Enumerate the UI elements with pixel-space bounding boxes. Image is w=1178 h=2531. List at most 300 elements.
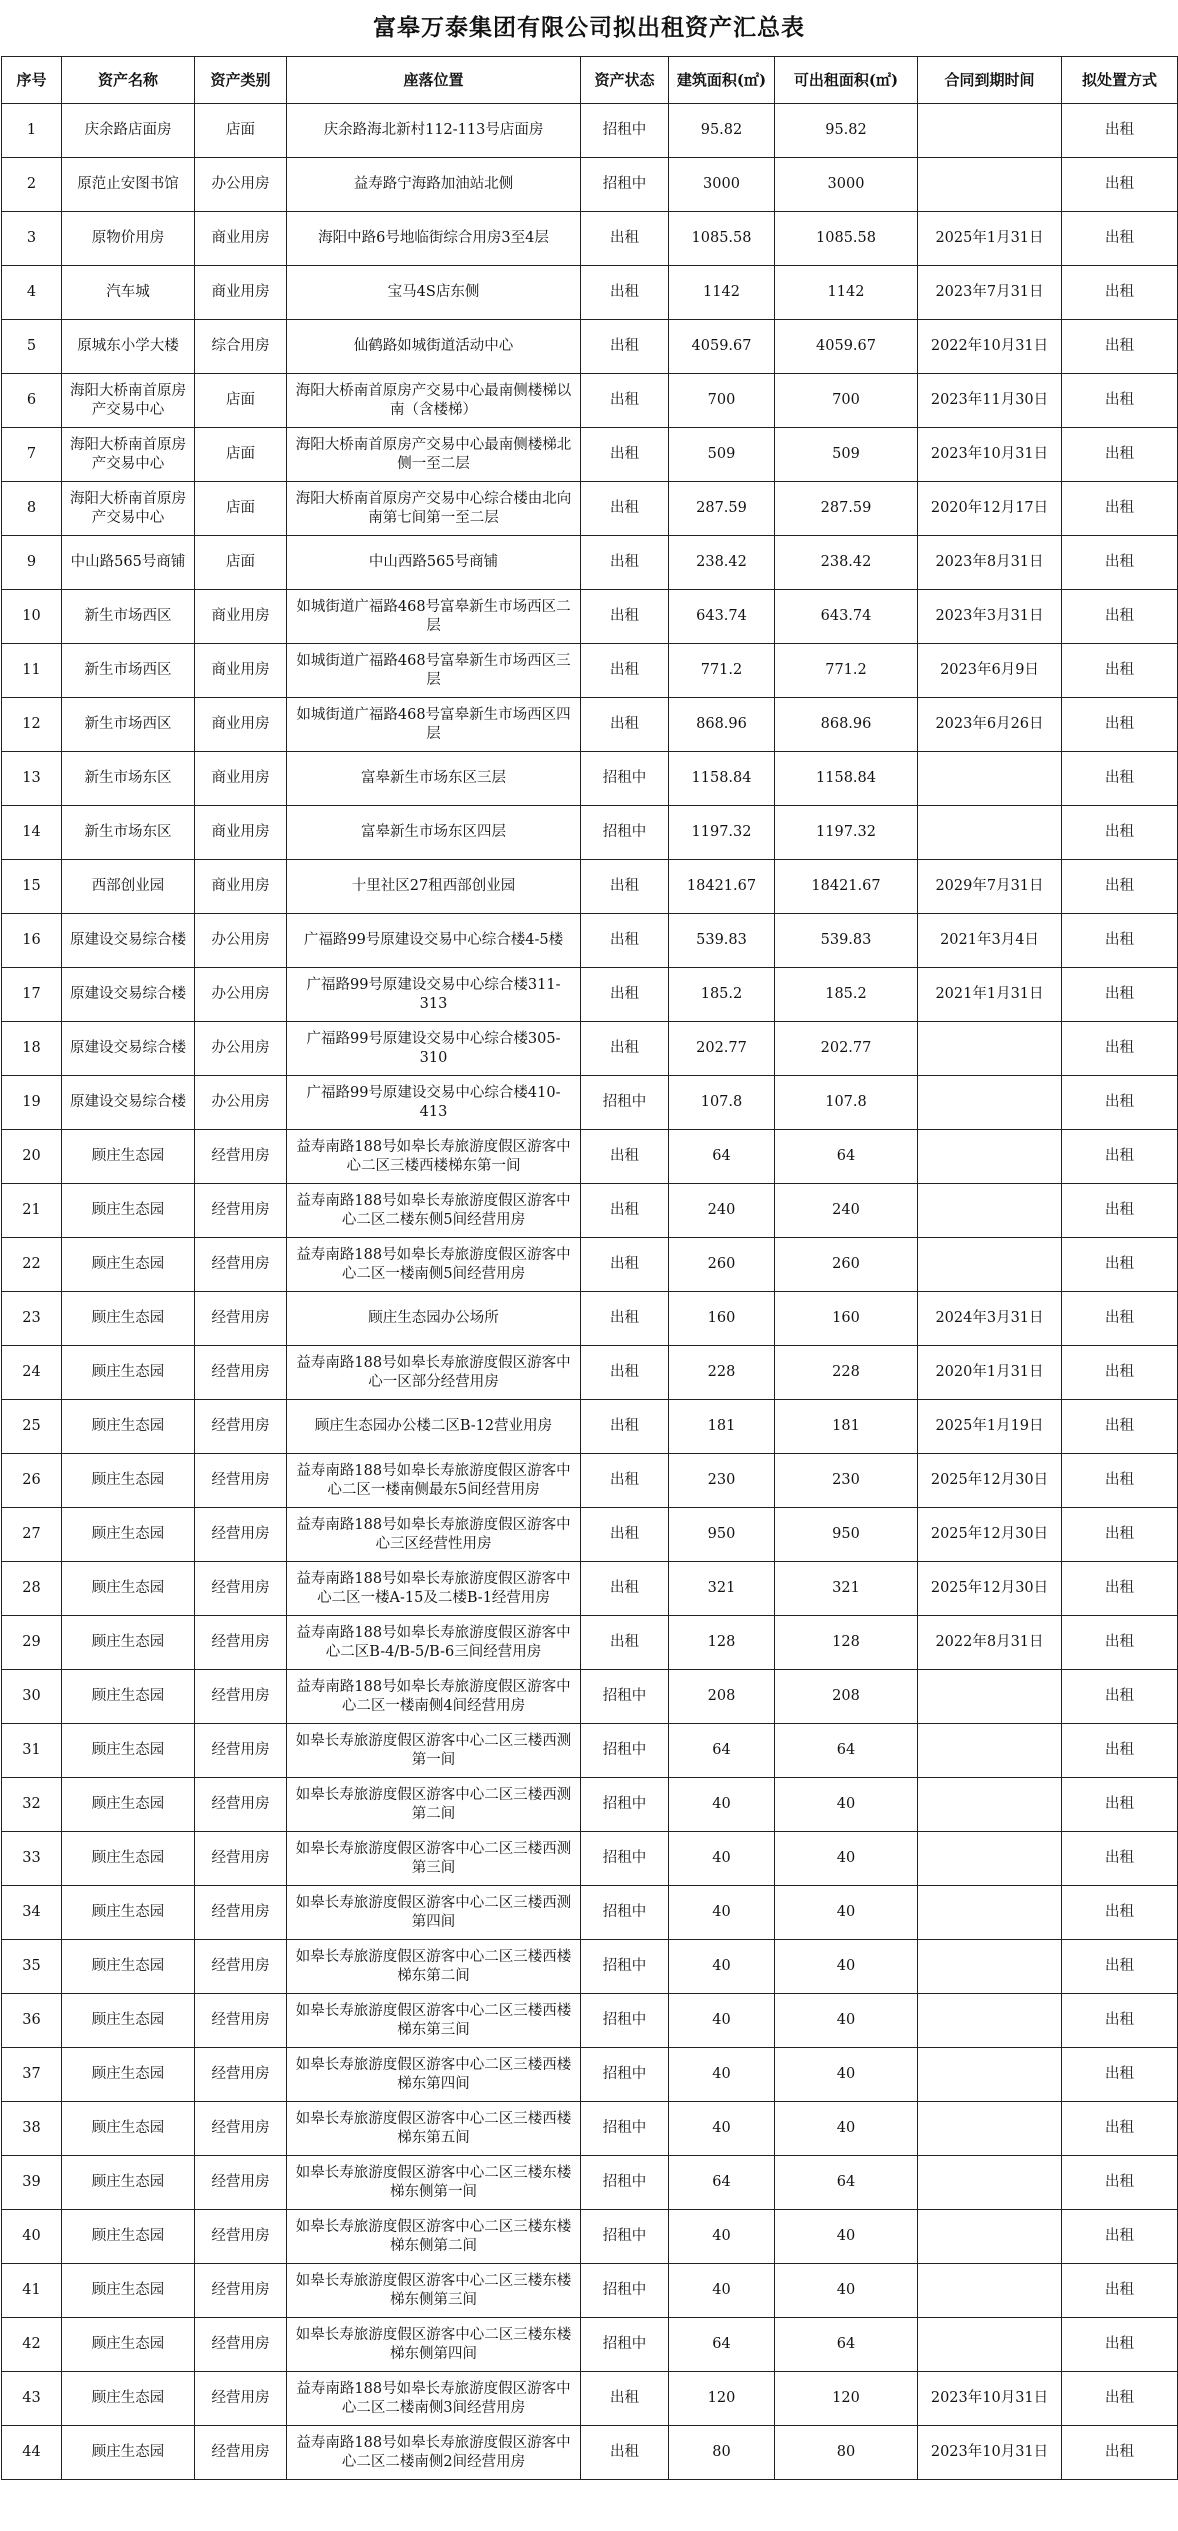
cell-col-status: 招租中 — [581, 2156, 669, 2210]
cell-col-asset-type: 商业用房 — [195, 860, 287, 914]
cell-col-asset-type: 店面 — [195, 428, 287, 482]
cell-col-asset-name: 顾庄生态园 — [62, 1832, 195, 1886]
cell-col-location: 益寿南路188号如皋长寿旅游度假区游客中心二区三楼西楼梯东第一间 — [287, 1130, 581, 1184]
cell-col-status: 出租 — [581, 1346, 669, 1400]
cell-col-index: 16 — [2, 914, 62, 968]
cell-col-building-area: 228 — [669, 1346, 775, 1400]
cell-col-rentable-area: 40 — [775, 1832, 918, 1886]
table-row — [2, 266, 1178, 320]
cell-col-location: 如城街道广福路468号富皋新生市场西区三层 — [287, 644, 581, 698]
cell-col-status: 出租 — [581, 914, 669, 968]
cell-col-rentable-area: 128 — [775, 1616, 918, 1670]
table-row — [2, 536, 1178, 590]
cell-col-asset-type: 办公用房 — [195, 1076, 287, 1130]
cell-col-location: 顾庄生态园办公场所 — [287, 1292, 581, 1346]
cell-col-disposal: 出租 — [1062, 1886, 1178, 1940]
cell-col-location: 广福路99号原建设交易中心综合楼305-310 — [287, 1022, 581, 1076]
cell-col-status: 出租 — [581, 1400, 669, 1454]
cell-col-building-area: 64 — [669, 2318, 775, 2372]
cell-col-location: 仙鹤路如城街道活动中心 — [287, 320, 581, 374]
cell-col-location: 中山西路565号商铺 — [287, 536, 581, 590]
cell-col-building-area: 128 — [669, 1616, 775, 1670]
cell-col-disposal: 出租 — [1062, 2426, 1178, 2480]
cell-col-status: 出租 — [581, 1292, 669, 1346]
cell-col-status: 出租 — [581, 536, 669, 590]
table-row — [2, 1778, 1178, 1832]
cell-col-location: 广福路99号原建设交易中心综合楼410-413 — [287, 1076, 581, 1130]
cell-col-rentable-area: 64 — [775, 1130, 918, 1184]
cell-col-index: 10 — [2, 590, 62, 644]
cell-col-building-area: 4059.67 — [669, 320, 775, 374]
header-col-disposal: 拟处置方式 — [1062, 57, 1178, 104]
cell-col-building-area: 40 — [669, 2102, 775, 2156]
cell-col-contract-expiry: 2029年7月31日 — [918, 860, 1062, 914]
cell-col-disposal: 出租 — [1062, 1184, 1178, 1238]
cell-col-asset-name: 顾庄生态园 — [62, 1184, 195, 1238]
cell-col-asset-type: 经营用房 — [195, 1778, 287, 1832]
cell-col-index: 23 — [2, 1292, 62, 1346]
cell-col-location: 益寿南路188号如皋长寿旅游度假区游客中心二区一楼南侧最东5间经营用房 — [287, 1454, 581, 1508]
cell-col-status: 出租 — [581, 266, 669, 320]
cell-col-asset-name: 原建设交易综合楼 — [62, 914, 195, 968]
cell-col-status: 招租中 — [581, 752, 669, 806]
cell-col-disposal: 出租 — [1062, 104, 1178, 158]
header-col-status: 资产状态 — [581, 57, 669, 104]
cell-col-index: 2 — [2, 158, 62, 212]
cell-col-location: 庆余路海北新村112-113号店面房 — [287, 104, 581, 158]
cell-col-asset-name: 原建设交易综合楼 — [62, 968, 195, 1022]
cell-col-contract-expiry: 2025年12月30日 — [918, 1508, 1062, 1562]
cell-col-contract-expiry — [918, 2102, 1062, 2156]
cell-col-asset-type: 商业用房 — [195, 590, 287, 644]
cell-col-contract-expiry — [918, 1184, 1062, 1238]
cell-col-rentable-area: 40 — [775, 1886, 918, 1940]
cell-col-asset-name: 顾庄生态园 — [62, 1508, 195, 1562]
cell-col-rentable-area: 260 — [775, 1238, 918, 1292]
cell-col-asset-type: 店面 — [195, 104, 287, 158]
cell-col-contract-expiry: 2025年12月30日 — [918, 1562, 1062, 1616]
cell-col-asset-name: 顾庄生态园 — [62, 1724, 195, 1778]
cell-col-building-area: 868.96 — [669, 698, 775, 752]
cell-col-asset-type: 综合用房 — [195, 320, 287, 374]
table-row — [2, 158, 1178, 212]
cell-col-disposal: 出租 — [1062, 1130, 1178, 1184]
cell-col-location: 益寿南路188号如皋长寿旅游度假区游客中心三区经营性用房 — [287, 1508, 581, 1562]
cell-col-rentable-area: 40 — [775, 2048, 918, 2102]
cell-col-status: 招租中 — [581, 1832, 669, 1886]
cell-col-status: 招租中 — [581, 104, 669, 158]
cell-col-building-area: 3000 — [669, 158, 775, 212]
cell-col-index: 9 — [2, 536, 62, 590]
table-row — [2, 104, 1178, 158]
cell-col-disposal: 出租 — [1062, 536, 1178, 590]
table-row — [2, 1292, 1178, 1346]
cell-col-status: 招租中 — [581, 2048, 669, 2102]
cell-col-status: 招租中 — [581, 1670, 669, 1724]
cell-col-disposal: 出租 — [1062, 1940, 1178, 1994]
cell-col-status: 招租中 — [581, 1940, 669, 1994]
cell-col-status: 出租 — [581, 860, 669, 914]
cell-col-contract-expiry: 2023年8月31日 — [918, 536, 1062, 590]
cell-col-rentable-area: 80 — [775, 2426, 918, 2480]
cell-col-rentable-area: 40 — [775, 1778, 918, 1832]
cell-col-asset-name: 中山路565号商铺 — [62, 536, 195, 590]
cell-col-asset-name: 庆余路店面房 — [62, 104, 195, 158]
cell-col-index: 17 — [2, 968, 62, 1022]
cell-col-contract-expiry — [918, 2048, 1062, 2102]
cell-col-status: 出租 — [581, 968, 669, 1022]
cell-col-asset-type: 经营用房 — [195, 2264, 287, 2318]
table-row — [2, 698, 1178, 752]
cell-col-building-area: 40 — [669, 2210, 775, 2264]
cell-col-location: 如皋长寿旅游度假区游客中心二区三楼西楼梯东第三间 — [287, 1994, 581, 2048]
cell-col-building-area: 64 — [669, 1130, 775, 1184]
cell-col-rentable-area: 107.8 — [775, 1076, 918, 1130]
cell-col-contract-expiry: 2023年7月31日 — [918, 266, 1062, 320]
table-row — [2, 860, 1178, 914]
cell-col-location: 益寿南路188号如皋长寿旅游度假区游客中心二区二楼南侧3间经营用房 — [287, 2372, 581, 2426]
cell-col-asset-type: 经营用房 — [195, 1670, 287, 1724]
cell-col-asset-type: 店面 — [195, 374, 287, 428]
table-row — [2, 1076, 1178, 1130]
cell-col-rentable-area: 1197.32 — [775, 806, 918, 860]
cell-col-asset-type: 商业用房 — [195, 644, 287, 698]
cell-col-disposal: 出租 — [1062, 428, 1178, 482]
cell-col-location: 十里社区27租西部创业园 — [287, 860, 581, 914]
cell-col-location: 海阳中路6号地临街综合用房3至4层 — [287, 212, 581, 266]
cell-col-asset-type: 经营用房 — [195, 1562, 287, 1616]
cell-col-location: 海阳大桥南首原房产交易中心综合楼由北向南第七间第一至二层 — [287, 482, 581, 536]
cell-col-building-area: 1158.84 — [669, 752, 775, 806]
cell-col-location: 益寿南路188号如皋长寿旅游度假区游客中心二区一楼南侧5间经营用房 — [287, 1238, 581, 1292]
cell-col-index: 20 — [2, 1130, 62, 1184]
cell-col-asset-name: 顾庄生态园 — [62, 1562, 195, 1616]
cell-col-contract-expiry — [918, 2210, 1062, 2264]
header-col-location: 座落位置 — [287, 57, 581, 104]
cell-col-disposal: 出租 — [1062, 1076, 1178, 1130]
cell-col-location: 广福路99号原建设交易中心综合楼311-313 — [287, 968, 581, 1022]
cell-col-rentable-area: 230 — [775, 1454, 918, 1508]
cell-col-status: 出租 — [581, 212, 669, 266]
table-row — [2, 1022, 1178, 1076]
cell-col-location: 海阳大桥南首原房产交易中心最南侧楼梯以南（含楼梯） — [287, 374, 581, 428]
cell-col-location: 如皋长寿旅游度假区游客中心二区三楼西楼梯东第五间 — [287, 2102, 581, 2156]
cell-col-building-area: 509 — [669, 428, 775, 482]
cell-col-index: 13 — [2, 752, 62, 806]
table-row — [2, 1130, 1178, 1184]
cell-col-status: 出租 — [581, 2372, 669, 2426]
cell-col-building-area: 539.83 — [669, 914, 775, 968]
cell-col-disposal: 出租 — [1062, 158, 1178, 212]
cell-col-asset-type: 经营用房 — [195, 1400, 287, 1454]
table-row — [2, 1184, 1178, 1238]
cell-col-index: 28 — [2, 1562, 62, 1616]
cell-col-contract-expiry: 2024年3月31日 — [918, 1292, 1062, 1346]
cell-col-building-area: 950 — [669, 1508, 775, 1562]
cell-col-location: 海阳大桥南首原房产交易中心最南侧楼梯北侧一至二层 — [287, 428, 581, 482]
cell-col-index: 31 — [2, 1724, 62, 1778]
cell-col-contract-expiry: 2025年1月31日 — [918, 212, 1062, 266]
cell-col-disposal: 出租 — [1062, 320, 1178, 374]
cell-col-asset-type: 经营用房 — [195, 2318, 287, 2372]
cell-col-contract-expiry: 2023年6月9日 — [918, 644, 1062, 698]
header-col-contract-expiry: 合同到期时间 — [918, 57, 1062, 104]
cell-col-building-area: 64 — [669, 2156, 775, 2210]
cell-col-disposal: 出租 — [1062, 860, 1178, 914]
cell-col-location: 如皋长寿旅游度假区游客中心二区三楼西测第三间 — [287, 1832, 581, 1886]
cell-col-building-area: 230 — [669, 1454, 775, 1508]
cell-col-rentable-area: 700 — [775, 374, 918, 428]
cell-col-building-area: 1197.32 — [669, 806, 775, 860]
cell-col-disposal: 出租 — [1062, 968, 1178, 1022]
cell-col-asset-type: 经营用房 — [195, 1724, 287, 1778]
cell-col-asset-name: 顾庄生态园 — [62, 1886, 195, 1940]
header-col-building-area: 建筑面积(㎡) — [669, 57, 775, 104]
cell-col-asset-type: 经营用房 — [195, 1454, 287, 1508]
cell-col-asset-type: 商业用房 — [195, 806, 287, 860]
cell-col-disposal: 出租 — [1062, 1562, 1178, 1616]
table-row — [2, 1400, 1178, 1454]
cell-col-contract-expiry: 2025年12月30日 — [918, 1454, 1062, 1508]
cell-col-status: 出租 — [581, 1508, 669, 1562]
cell-col-location: 益寿路宁海路加油站北侧 — [287, 158, 581, 212]
cell-col-building-area: 160 — [669, 1292, 775, 1346]
cell-col-asset-name: 顾庄生态园 — [62, 1994, 195, 2048]
cell-col-asset-type: 经营用房 — [195, 1130, 287, 1184]
cell-col-index: 14 — [2, 806, 62, 860]
cell-col-disposal: 出租 — [1062, 590, 1178, 644]
cell-col-contract-expiry: 2022年8月31日 — [918, 1616, 1062, 1670]
cell-col-status: 出租 — [581, 374, 669, 428]
cell-col-asset-type: 经营用房 — [195, 2048, 287, 2102]
cell-col-building-area: 208 — [669, 1670, 775, 1724]
cell-col-contract-expiry: 2020年12月17日 — [918, 482, 1062, 536]
table-row — [2, 1454, 1178, 1508]
cell-col-asset-name: 新生市场东区 — [62, 806, 195, 860]
table-row — [2, 1616, 1178, 1670]
cell-col-contract-expiry: 2021年3月4日 — [918, 914, 1062, 968]
cell-col-status: 出租 — [581, 1130, 669, 1184]
table-row — [2, 2372, 1178, 2426]
table-row — [2, 914, 1178, 968]
cell-col-index: 5 — [2, 320, 62, 374]
cell-col-location: 益寿南路188号如皋长寿旅游度假区游客中心二区B-4/B-5/B-6三间经营用房 — [287, 1616, 581, 1670]
cell-col-location: 如城街道广福路468号富皋新生市场西区四层 — [287, 698, 581, 752]
cell-col-rentable-area: 1158.84 — [775, 752, 918, 806]
table-row — [2, 1994, 1178, 2048]
cell-col-index: 27 — [2, 1508, 62, 1562]
cell-col-contract-expiry — [918, 1994, 1062, 2048]
cell-col-asset-name: 顾庄生态园 — [62, 2426, 195, 2480]
header-col-asset-name: 资产名称 — [62, 57, 195, 104]
cell-col-disposal: 出租 — [1062, 1724, 1178, 1778]
cell-col-location: 益寿南路188号如皋长寿旅游度假区游客中心二区二楼南侧2间经营用房 — [287, 2426, 581, 2480]
cell-col-location: 如皋长寿旅游度假区游客中心二区三楼西测第一间 — [287, 1724, 581, 1778]
cell-col-rentable-area: 228 — [775, 1346, 918, 1400]
cell-col-contract-expiry — [918, 2264, 1062, 2318]
cell-col-asset-name: 新生市场东区 — [62, 752, 195, 806]
cell-col-index: 43 — [2, 2372, 62, 2426]
cell-col-asset-type: 经营用房 — [195, 1184, 287, 1238]
cell-col-status: 出租 — [581, 1562, 669, 1616]
table-row — [2, 2318, 1178, 2372]
cell-col-contract-expiry — [918, 1076, 1062, 1130]
cell-col-index: 37 — [2, 2048, 62, 2102]
cell-col-location: 益寿南路188号如皋长寿旅游度假区游客中心二区二楼东侧5间经营用房 — [287, 1184, 581, 1238]
cell-col-rentable-area: 509 — [775, 428, 918, 482]
cell-col-index: 21 — [2, 1184, 62, 1238]
cell-col-index: 36 — [2, 1994, 62, 2048]
cell-col-asset-name: 海阳大桥南首原房产交易中心 — [62, 428, 195, 482]
cell-col-asset-name: 顾庄生态园 — [62, 1346, 195, 1400]
cell-col-status: 出租 — [581, 428, 669, 482]
cell-col-asset-name: 顾庄生态园 — [62, 1940, 195, 1994]
cell-col-disposal: 出租 — [1062, 2156, 1178, 2210]
cell-col-index: 25 — [2, 1400, 62, 1454]
cell-col-disposal: 出租 — [1062, 1778, 1178, 1832]
cell-col-rentable-area: 18421.67 — [775, 860, 918, 914]
cell-col-asset-name: 海阳大桥南首原房产交易中心 — [62, 482, 195, 536]
cell-col-building-area: 107.8 — [669, 1076, 775, 1130]
cell-col-location: 如皋长寿旅游度假区游客中心二区三楼东楼梯东侧第三间 — [287, 2264, 581, 2318]
cell-col-index: 7 — [2, 428, 62, 482]
cell-col-rentable-area: 208 — [775, 1670, 918, 1724]
cell-col-contract-expiry — [918, 1238, 1062, 1292]
cell-col-rentable-area: 40 — [775, 2264, 918, 2318]
cell-col-location: 如皋长寿旅游度假区游客中心二区三楼东楼梯东侧第一间 — [287, 2156, 581, 2210]
cell-col-asset-name: 原建设交易综合楼 — [62, 1076, 195, 1130]
cell-col-rentable-area: 64 — [775, 1724, 918, 1778]
cell-col-asset-name: 新生市场西区 — [62, 590, 195, 644]
cell-col-location: 益寿南路188号如皋长寿旅游度假区游客中心一区部分经营用房 — [287, 1346, 581, 1400]
table-row — [2, 1562, 1178, 1616]
cell-col-asset-name: 顾庄生态园 — [62, 1238, 195, 1292]
cell-col-rentable-area: 181 — [775, 1400, 918, 1454]
cell-col-status: 出租 — [581, 2426, 669, 2480]
cell-col-contract-expiry — [918, 2156, 1062, 2210]
cell-col-location: 宝马4S店东侧 — [287, 266, 581, 320]
cell-col-rentable-area: 539.83 — [775, 914, 918, 968]
cell-col-disposal: 出租 — [1062, 2264, 1178, 2318]
cell-col-rentable-area: 40 — [775, 1994, 918, 2048]
cell-col-asset-name: 顾庄生态园 — [62, 1670, 195, 1724]
cell-col-rentable-area: 643.74 — [775, 590, 918, 644]
cell-col-disposal: 出租 — [1062, 1022, 1178, 1076]
cell-col-location: 益寿南路188号如皋长寿旅游度假区游客中心二区一楼A-15及二楼B-1经营用房 — [287, 1562, 581, 1616]
cell-col-disposal: 出租 — [1062, 806, 1178, 860]
cell-col-disposal: 出租 — [1062, 1346, 1178, 1400]
cell-col-contract-expiry — [918, 806, 1062, 860]
cell-col-contract-expiry — [918, 104, 1062, 158]
cell-col-asset-name: 顾庄生态园 — [62, 1400, 195, 1454]
cell-col-status: 招租中 — [581, 2210, 669, 2264]
cell-col-asset-type: 经营用房 — [195, 1994, 287, 2048]
table-row — [2, 1346, 1178, 1400]
cell-col-status: 出租 — [581, 1022, 669, 1076]
cell-col-contract-expiry — [918, 1022, 1062, 1076]
table-row — [2, 1724, 1178, 1778]
cell-col-disposal: 出租 — [1062, 1400, 1178, 1454]
cell-col-index: 33 — [2, 1832, 62, 1886]
cell-col-disposal: 出租 — [1062, 644, 1178, 698]
cell-col-building-area: 40 — [669, 1940, 775, 1994]
cell-col-rentable-area: 185.2 — [775, 968, 918, 1022]
cell-col-location: 富皋新生市场东区四层 — [287, 806, 581, 860]
cell-col-asset-name: 顾庄生态园 — [62, 1292, 195, 1346]
cell-col-asset-type: 经营用房 — [195, 1886, 287, 1940]
cell-col-disposal: 出租 — [1062, 2048, 1178, 2102]
cell-col-contract-expiry: 2023年10月31日 — [918, 428, 1062, 482]
cell-col-disposal: 出租 — [1062, 1292, 1178, 1346]
cell-col-disposal: 出租 — [1062, 1994, 1178, 2048]
table-row — [2, 1886, 1178, 1940]
cell-col-index: 39 — [2, 2156, 62, 2210]
cell-col-building-area: 287.59 — [669, 482, 775, 536]
cell-col-location: 如皋长寿旅游度假区游客中心二区三楼东楼梯东侧第四间 — [287, 2318, 581, 2372]
cell-col-contract-expiry — [918, 1724, 1062, 1778]
table-row — [2, 212, 1178, 266]
cell-col-contract-expiry — [918, 1778, 1062, 1832]
cell-col-status: 出租 — [581, 1616, 669, 1670]
cell-col-contract-expiry — [918, 1886, 1062, 1940]
cell-col-building-area: 40 — [669, 1886, 775, 1940]
table-header-row — [2, 57, 1178, 104]
cell-col-index: 18 — [2, 1022, 62, 1076]
table-row — [2, 2048, 1178, 2102]
cell-col-asset-name: 顾庄生态园 — [62, 2264, 195, 2318]
cell-col-asset-name: 顾庄生态园 — [62, 1454, 195, 1508]
cell-col-index: 32 — [2, 1778, 62, 1832]
table-row — [2, 482, 1178, 536]
cell-col-contract-expiry: 2023年6月26日 — [918, 698, 1062, 752]
cell-col-building-area: 64 — [669, 1724, 775, 1778]
cell-col-status: 出租 — [581, 1238, 669, 1292]
asset-table — [1, 56, 1178, 2480]
cell-col-index: 29 — [2, 1616, 62, 1670]
cell-col-index: 12 — [2, 698, 62, 752]
cell-col-contract-expiry — [918, 1832, 1062, 1886]
cell-col-building-area: 1142 — [669, 266, 775, 320]
table-row — [2, 806, 1178, 860]
cell-col-asset-name: 原建设交易综合楼 — [62, 1022, 195, 1076]
cell-col-disposal: 出租 — [1062, 374, 1178, 428]
cell-col-building-area: 40 — [669, 1832, 775, 1886]
cell-col-building-area: 238.42 — [669, 536, 775, 590]
cell-col-asset-type: 店面 — [195, 536, 287, 590]
cell-col-index: 24 — [2, 1346, 62, 1400]
cell-col-contract-expiry — [918, 1670, 1062, 1724]
cell-col-location: 富皋新生市场东区三层 — [287, 752, 581, 806]
cell-col-asset-type: 办公用房 — [195, 914, 287, 968]
cell-col-asset-type: 商业用房 — [195, 698, 287, 752]
cell-col-building-area: 321 — [669, 1562, 775, 1616]
table-row — [2, 2156, 1178, 2210]
cell-col-disposal: 出租 — [1062, 1616, 1178, 1670]
cell-col-index: 15 — [2, 860, 62, 914]
cell-col-contract-expiry: 2022年10月31日 — [918, 320, 1062, 374]
cell-col-building-area: 185.2 — [669, 968, 775, 1022]
cell-col-contract-expiry: 2023年10月31日 — [918, 2426, 1062, 2480]
cell-col-disposal: 出租 — [1062, 482, 1178, 536]
cell-col-index: 3 — [2, 212, 62, 266]
cell-col-rentable-area: 771.2 — [775, 644, 918, 698]
cell-col-index: 35 — [2, 1940, 62, 1994]
cell-col-index: 8 — [2, 482, 62, 536]
cell-col-status: 招租中 — [581, 806, 669, 860]
header-col-index: 序号 — [2, 57, 62, 104]
cell-col-status: 招租中 — [581, 158, 669, 212]
cell-col-rentable-area: 40 — [775, 1940, 918, 1994]
